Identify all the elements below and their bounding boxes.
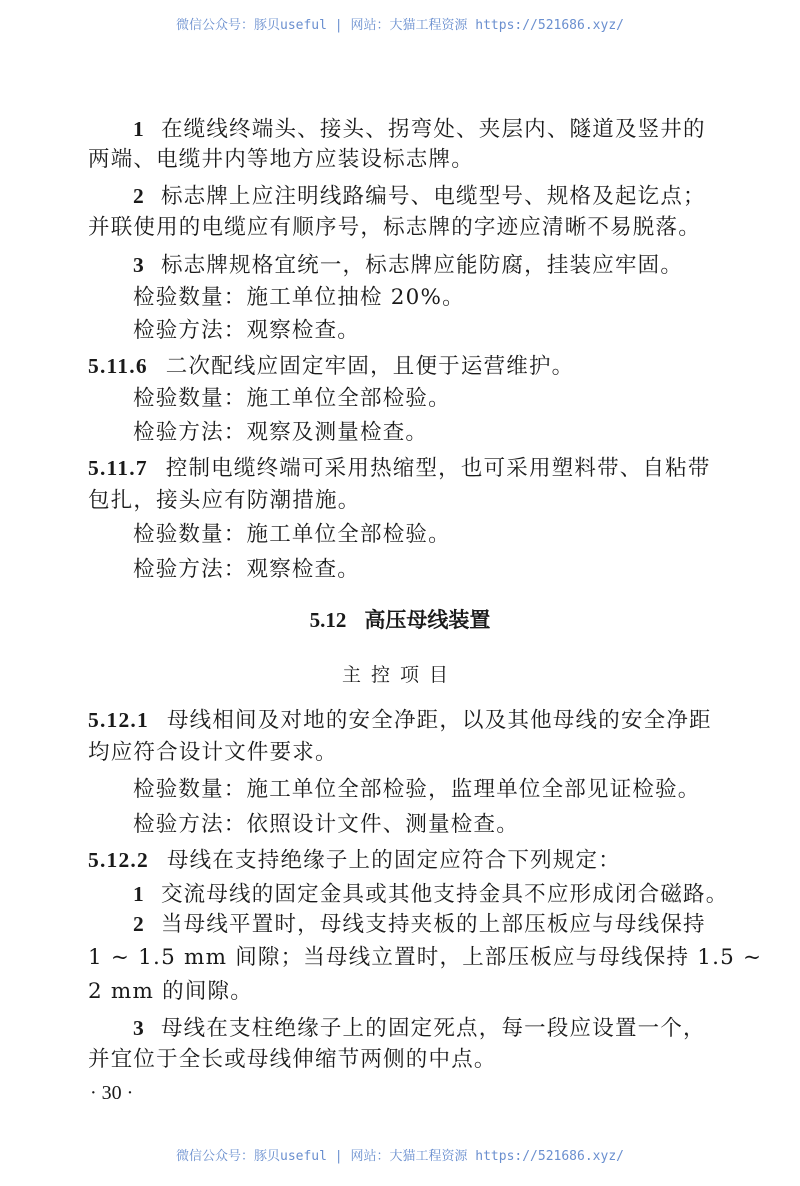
text-line: 检验数量：施工单位全部检验。 xyxy=(133,522,451,547)
section-heading: 5.12 高压母线装置 xyxy=(309,607,491,632)
text-line: 并宜位于全长或母线伸缩节两侧的中点。 xyxy=(88,1047,497,1072)
text-line: 1 交流母线的固定金具或其他支持金具不应形成闭合磁路。 xyxy=(133,882,729,907)
clause-number: 5.11.6 xyxy=(88,354,148,378)
clause-line: 5.12.1 母线相间及对地的安全净距，以及其他母线的安全净距 xyxy=(88,708,712,733)
text-line: 均应符合设计文件要求。 xyxy=(88,740,338,765)
text-line: 并联使用的电缆应有顺序号，标志牌的字迹应清晰不易脱落。 xyxy=(88,215,701,240)
item-number: 2 xyxy=(133,912,145,936)
clause-line: 5.11.6 二次配线应固定牢固，且便于运营维护。 xyxy=(88,354,575,379)
item-number: 1 xyxy=(133,882,145,906)
subheading: 主控项目 xyxy=(341,664,458,686)
item-number: 3 xyxy=(133,253,145,277)
text-line: 检验方法：观察检查。 xyxy=(133,557,361,582)
page-number: · 30 · xyxy=(90,1082,134,1104)
text-line: 检验数量：施工单位全部检验。 xyxy=(133,386,451,411)
text-line: 检验方法：观察及测量检查。 xyxy=(133,420,429,445)
text-line: 检验方法：观察检查。 xyxy=(133,318,361,343)
text-line: 检验方法：依照设计文件、测量检查。 xyxy=(133,812,519,837)
text-line: 检验数量：施工单位全部检验，监理单位全部见证检验。 xyxy=(133,777,701,802)
clause-number: 5.11.7 xyxy=(88,456,148,480)
item-number: 1 xyxy=(133,117,145,141)
text-line: 两端、电缆井内等地方应装设标志牌。 xyxy=(88,147,474,172)
text-line: 2 mm 的间隙。 xyxy=(88,979,253,1004)
watermark-top: 微信公众号：豚贝useful | 网站：大猫工程资源 https://521686.xyz/ xyxy=(176,18,624,33)
item-number: 2 xyxy=(133,184,145,208)
text-line: 包扎，接头应有防潮措施。 xyxy=(88,488,361,513)
item-number: 3 xyxy=(133,1016,145,1040)
text-line: 2 标志牌上应注明线路编号、电缆型号、规格及起讫点； xyxy=(133,184,706,209)
clause-line: 5.11.7 控制电缆终端可采用热缩型，也可采用塑料带、自粘带 xyxy=(88,456,711,481)
clause-number: 5.12.1 xyxy=(88,708,149,732)
watermark-bottom: 微信公众号：豚贝useful | 网站：大猫工程资源 https://521686.xyz/ xyxy=(176,1149,624,1164)
text-line: 2 当母线平置时，母线支持夹板的上部压板应与母线保持 xyxy=(133,912,706,937)
text-line: 1 在缆线终端头、接头、拐弯处、夹层内、隧道及竖井的 xyxy=(133,117,706,142)
text-line: 检验数量：施工单位抽检 20%。 xyxy=(133,285,465,310)
text-line: 1 ~ 1.5 mm 间隙；当母线立置时，上部压板应与母线保持 1.5 ~ xyxy=(88,945,763,970)
text-line: 3 标志牌规格宜统一，标志牌应能防腐，挂装应牢固。 xyxy=(133,253,684,278)
clause-number: 5.12.2 xyxy=(88,848,149,872)
text-line: 3 母线在支柱绝缘子上的固定死点，每一段应设置一个， xyxy=(133,1016,706,1041)
clause-line: 5.12.2 母线在支持绝缘子上的固定应符合下列规定： xyxy=(88,848,621,873)
